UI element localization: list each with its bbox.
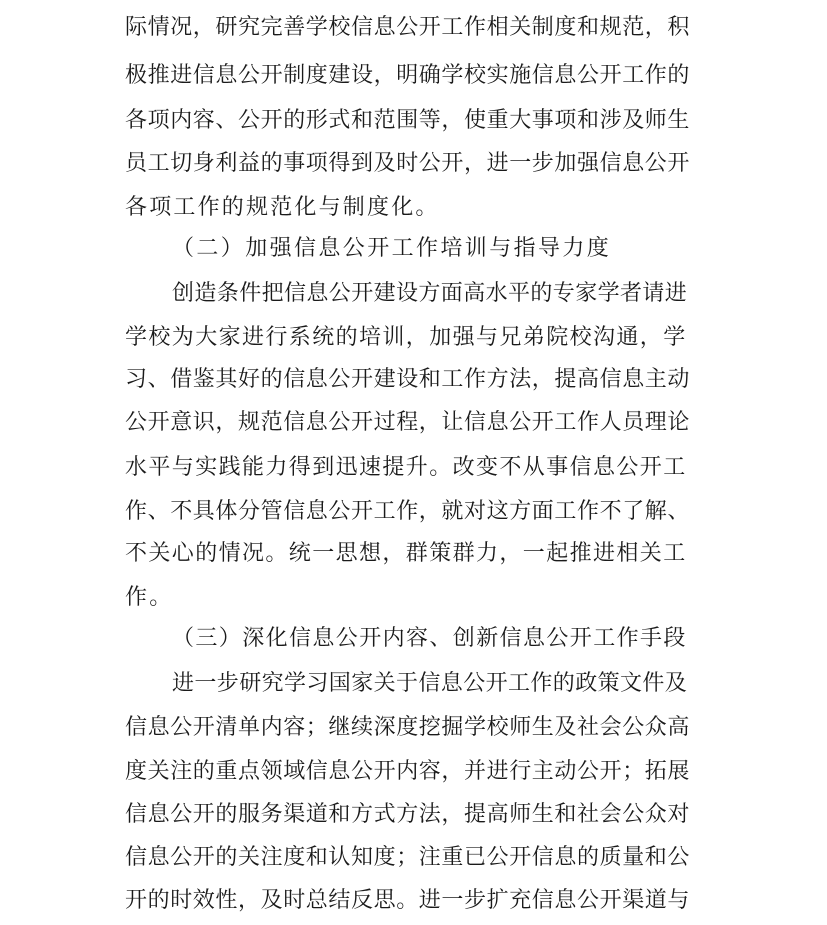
section-3-line-4: 信息公开的服务渠道和方式方法，提高师生和社会公众对	[125, 802, 691, 827]
section-2-heading: （二）加强信息公开工作培训与指导力度	[172, 236, 612, 261]
section-2-line-5: 水平与实践能力得到迅速提升。改变不从事信息公开工	[125, 455, 687, 480]
section-3-line-3: 度关注的重点领域信息公开内容，并进行主动公开；拓展	[125, 759, 691, 784]
section-2-line-2: 学校为大家进行系统的培训，加强与兄弟院校沟通，学	[125, 325, 687, 350]
section-2-line-4: 公开意识，规范信息公开过程，让信息公开工作人员理论	[125, 410, 691, 435]
section-3-line-5: 信息公开的关注度和认知度；注重已公开信息的质量和公	[125, 845, 691, 870]
section-2-line-8: 作。	[125, 585, 174, 610]
paragraph-1-line-5: 各项工作的规范化与制度化。	[125, 195, 440, 220]
paragraph-1-line-2: 极推进信息公开制度建设，明确学校实施信息公开工作的	[125, 63, 691, 88]
section-3-line-2: 信息公开清单内容；继续深度挖掘学校师生及社会公众高	[125, 715, 691, 740]
section-3-line-6: 开的时效性，及时总结反思。进一步扩充信息公开渠道与	[125, 888, 691, 913]
section-3-heading: （三）深化信息公开内容、创新信息公开工作手段	[172, 626, 687, 651]
paragraph-1-line-3: 各项内容、公开的形式和范围等，使重大事项和涉及师生	[125, 108, 691, 133]
section-3-line-1: 进一步研究学习国家关于信息公开工作的政策文件及	[172, 671, 688, 696]
paragraph-1-line-1: 际情况，研究完善学校信息公开工作相关制度和规范，积	[125, 15, 691, 40]
section-2-line-1: 创造条件把信息公开建设方面高水平的专家学者请进	[172, 281, 688, 306]
section-2-line-6: 作、不具体分管信息公开工作，就对这方面工作不了解、	[125, 499, 691, 524]
paragraph-1-line-4: 员工切身利益的事项得到及时公开，进一步加强信息公开	[125, 151, 691, 176]
section-2-line-3: 习、借鉴其好的信息公开建设和工作方法，提高信息主动	[125, 367, 691, 392]
section-2-line-7: 不关心的情况。统一思想，群策群力，一起推进相关工	[125, 541, 687, 566]
